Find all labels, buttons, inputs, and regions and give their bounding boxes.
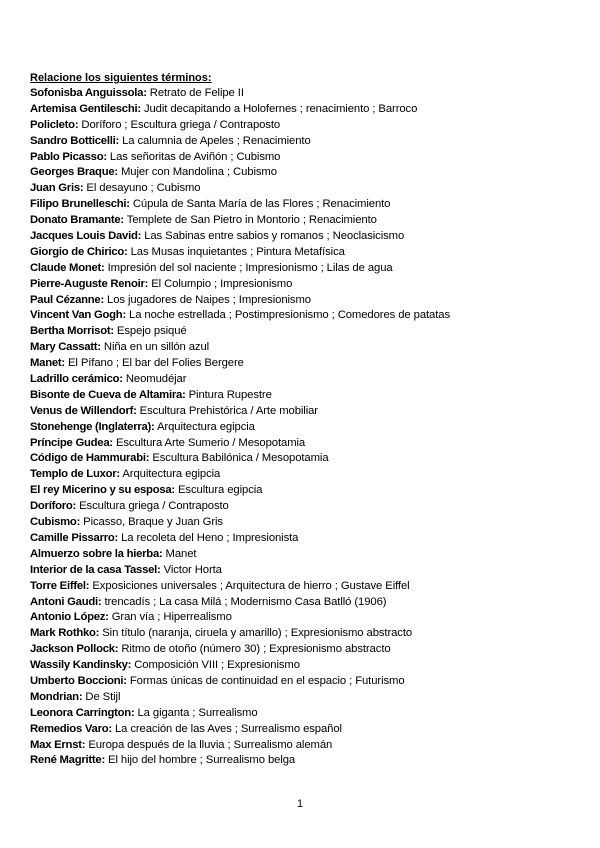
- list-item: [30, 674, 585, 690]
- list-item: [30, 404, 585, 420]
- term-label: Stonehenge (Inglaterra):: [30, 420, 155, 433]
- document-content: [30, 71, 585, 769]
- list-item: [30, 499, 585, 515]
- list-item: [30, 102, 585, 118]
- list-item: [30, 595, 585, 611]
- list-item: [30, 118, 585, 134]
- term-description: La calumnia de Apeles ; Renacimiento: [122, 134, 311, 147]
- term-description: Manet: [165, 547, 197, 560]
- term-description: Escultura Prehistórica / Arte mobiliar: [139, 404, 318, 417]
- term-description: Victor Horta: [163, 563, 222, 576]
- term-label: Sandro Botticelli:: [30, 134, 120, 147]
- term-description: Espejo psiqué: [116, 325, 187, 338]
- term-description: Picasso, Braque y Juan Gris: [83, 516, 223, 529]
- term-description: Gran vía ; Hiperrealismo: [111, 611, 232, 624]
- list-item: [30, 340, 585, 356]
- term-label: Umberto Boccioni:: [30, 674, 127, 687]
- term-description: Judit decapitando a Holofernes ; renacimiento ; Barroco: [143, 102, 418, 115]
- term-label: Wassily Kandinsky:: [30, 659, 132, 672]
- term-label: Juan Gris:: [30, 182, 84, 195]
- term-label: Jackson Pollock:: [30, 643, 119, 656]
- term-description: Escultura egipcia: [178, 484, 263, 497]
- term-label: Filipo Brunelleschi:: [30, 198, 130, 211]
- term-description: La giganta ; Surrealismo: [137, 706, 258, 719]
- list-item: [30, 245, 585, 261]
- term-label: Príncipe Gudea:: [30, 436, 113, 449]
- list-item: [30, 356, 585, 372]
- term-description: Niña en un sillón azul: [103, 341, 210, 354]
- list-item: [30, 515, 585, 531]
- list-item: [30, 308, 585, 324]
- term-label: Venus de Willendorf:: [30, 404, 137, 417]
- term-label: Mark Rothko:: [30, 627, 100, 640]
- term-label: Antonio López:: [30, 611, 109, 624]
- list-item: [30, 483, 585, 499]
- list-item: [30, 642, 585, 658]
- term-description: El hijo del hombre ; Surrealismo belga: [108, 754, 296, 767]
- list-item: [30, 563, 585, 579]
- term-description: Impresión del sol naciente ; Impresionismo ; Lilas de agua: [107, 261, 393, 274]
- list-item: [30, 420, 585, 436]
- term-label: Artemisa Gentileschi:: [30, 102, 141, 115]
- term-label: Ladrillo cerámico:: [30, 373, 123, 386]
- term-description: Templete de San Pietro in Montorio ; Renacimiento: [126, 214, 377, 227]
- term-label: Paul Cézanne:: [30, 293, 104, 306]
- term-description: Escultura Arte Sumerio / Mesopotamia: [115, 436, 306, 449]
- list-item: [30, 738, 585, 754]
- list-item: [30, 579, 585, 595]
- list-item: [30, 229, 585, 245]
- list-item: [30, 372, 585, 388]
- page-heading: Relacione los siguientes términos:: [30, 72, 212, 84]
- term-description: Pintura Rupestre: [188, 388, 272, 401]
- term-label: Remedios Varo:: [30, 722, 112, 735]
- list-item: [30, 547, 585, 563]
- term-description: Arquitectura egipcia: [122, 468, 221, 481]
- term-description: trencadís ; La casa Milá ; Modernismo Casa Batlló (1906): [104, 595, 387, 608]
- term-description: Formas únicas de continuidad en el espacio ; Futurismo: [129, 674, 405, 687]
- term-description: Composición VIII ; Expresionismo: [134, 659, 300, 672]
- term-description: La noche estrellada ; Postimpresionismo ; Comedores de patatas: [129, 309, 450, 322]
- term-label: Jacques Louis David:: [30, 230, 142, 243]
- term-label: Doríforo:: [30, 500, 77, 513]
- term-label: Cubismo:: [30, 516, 81, 529]
- term-description: Ritmo de otoño (número 30) ; Expresionismo abstracto: [121, 643, 391, 656]
- term-description: Doríforo ; Escultura griega / Contraposto: [81, 118, 281, 131]
- term-description: La creación de las Aves ; Surrealismo español: [114, 722, 342, 735]
- list-item: [30, 626, 585, 642]
- list-item: [30, 388, 585, 404]
- term-label: Leonora Carrington:: [30, 706, 135, 719]
- list-item: [30, 690, 585, 706]
- list-item: [30, 324, 585, 340]
- term-label: Pablo Picasso:: [30, 150, 107, 163]
- term-description: Mujer con Mandolina ; Cubismo: [120, 166, 277, 179]
- term-label: Sofonisba Anguissola:: [30, 87, 147, 99]
- term-label: Antoni Gaudi:: [30, 595, 102, 608]
- term-label: El rey Micerino y su esposa:: [30, 484, 175, 497]
- list-item: [30, 293, 585, 309]
- list-item: [30, 467, 585, 483]
- term-description: De Stijl: [85, 690, 121, 703]
- term-description: Cúpula de Santa María de las Flores ; Renacimiento: [132, 198, 391, 211]
- list-item: [30, 610, 585, 626]
- term-description: Retrato de Felipe II: [149, 87, 244, 99]
- term-label: Giorgio de Chirico:: [30, 245, 128, 258]
- term-description: Escultura Babilónica / Mesopotamia: [152, 452, 329, 465]
- term-description: La recoleta del Heno ; Impresionista: [121, 531, 299, 544]
- term-label: Interior de la casa Tassel:: [30, 563, 161, 576]
- term-label: Bertha Morrisot:: [30, 325, 114, 338]
- term-label: Mondrian:: [30, 690, 83, 703]
- list-item: [30, 197, 585, 213]
- term-description: Europa después de la lluvia ; Surrealismo alemán: [88, 738, 333, 751]
- list-item: [30, 451, 585, 467]
- term-label: Claude Monet:: [30, 261, 105, 274]
- term-label: Almuerzo sobre la hierba:: [30, 547, 163, 560]
- term-label: Código de Hammurabi:: [30, 452, 150, 465]
- term-description: Exposiciones universales ; Arquitectura de hierro ; Gustave Eiffel: [92, 579, 410, 592]
- term-label: Pierre-Auguste Renoir:: [30, 277, 149, 290]
- term-description: Arquitectura egipcia: [156, 420, 255, 433]
- list-item: [30, 436, 585, 452]
- list-item: [30, 658, 585, 674]
- term-description: Las Musas inquietantes ; Pintura Metafísica: [130, 245, 345, 258]
- list-item: [30, 261, 585, 277]
- list-item: [30, 134, 585, 150]
- list-item: [30, 213, 585, 229]
- term-description: Sin título (naranja, ciruela y amarillo) ; Expresionismo abstracto: [102, 627, 413, 640]
- list-item: [30, 722, 585, 738]
- term-label: René Magritte:: [30, 754, 105, 767]
- page-number: 1: [296, 798, 304, 810]
- term-label: Max Ernst:: [30, 738, 86, 751]
- list-item: [30, 531, 585, 547]
- term-label: Camille Pissarro:: [30, 531, 119, 544]
- term-label: Georges Braque:: [30, 166, 118, 179]
- term-description: El Pífano ; El bar del Folies Bergere: [67, 357, 244, 370]
- term-label: Manet:: [30, 357, 65, 370]
- list-item: [30, 277, 585, 293]
- term-description: Las Sabinas entre sabios y romanos ; Neoclasicismo: [144, 230, 405, 243]
- term-description: Escultura griega / Contraposto: [79, 500, 229, 513]
- term-label: Mary Cassatt:: [30, 341, 101, 354]
- list-item: [30, 165, 585, 181]
- term-description: Neomudéjar: [125, 373, 187, 386]
- term-label: Templo de Luxor:: [30, 468, 120, 481]
- term-label: Bisonte de Cueva de Altamira:: [30, 388, 186, 401]
- term-description: El Columpio ; Impresionismo: [151, 277, 293, 290]
- term-label: Policleto:: [30, 118, 79, 131]
- term-label: Vincent Van Gogh:: [30, 309, 126, 322]
- term-description: Las señoritas de Aviñón ; Cubismo: [109, 150, 281, 163]
- list-item: [30, 181, 585, 197]
- term-list: [30, 86, 585, 769]
- list-item: [30, 706, 585, 722]
- list-item: [30, 86, 585, 102]
- term-description: Los jugadores de Naipes ; Impresionismo: [107, 293, 311, 306]
- list-item: [30, 753, 585, 769]
- list-item: [30, 150, 585, 166]
- term-description: El desayuno ; Cubismo: [86, 182, 201, 195]
- term-label: Torre Eiffel:: [30, 579, 90, 592]
- term-label: Donato Bramante:: [30, 214, 124, 227]
